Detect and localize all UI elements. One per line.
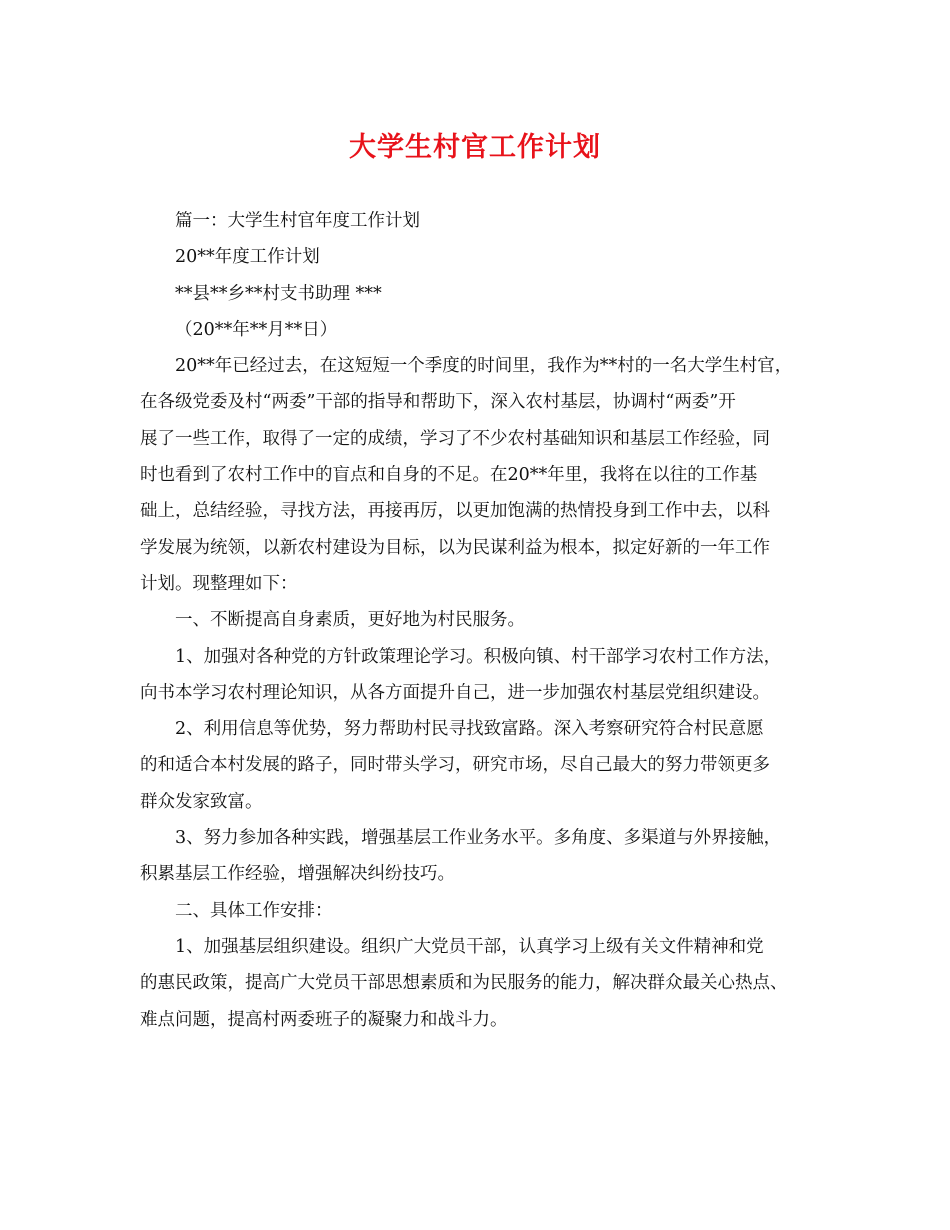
paragraph-line: 难点问题，提高村两委班子的凝聚力和战斗力。 [140, 1009, 508, 1030]
paragraph-line: 础上，总结经验，寻找方法，再接再厉，以更加饱满的热情投身到工作中去，以科 [140, 501, 770, 522]
paragraph-line: （20**年**月**日） [175, 319, 338, 340]
paragraph-line: 3、努力参加各种实践，增强基层工作业务水平。多角度、多渠道与外界接触， [175, 828, 782, 849]
paragraph-line: 1、加强对各种党的方针政策理论学习。积极向镇、村干部学习农村工作方法， [175, 646, 782, 667]
document-title: 大学生村官工作计划 [349, 132, 601, 163]
document-body [140, 203, 830, 1038]
paragraph-line: 篇一：大学生村官年度工作计划 [175, 211, 420, 231]
paragraph-line: 2、利用信息等优势，努力帮助村民寻找致富路。深入考察研究符合村民意愿 [175, 719, 764, 740]
paragraph-line: **县**乡**村支书助理 *** [175, 283, 382, 304]
paragraph-line: 积累基层工作经验，增强解决纠纷技巧。 [140, 864, 455, 885]
paragraph-line: 20**年度工作计划 [175, 247, 320, 268]
paragraph-line: 的惠民政策，提高广大党员干部思想素质和为民服务的能力，解决群众最关心热点、 [140, 973, 788, 994]
paragraph-line: 的和适合本村发展的路子，同时带头学习，研究市场，尽自己最大的努力带领更多 [140, 755, 770, 776]
paragraph-line: 20**年已经过去，在这短短一个季度的时间里，我作为**村的一名大学生村官， [175, 356, 793, 377]
paragraph-line: 一、不断提高自身素质，更好地为村民服务。 [175, 610, 525, 631]
paragraph-line: 时也看到了农村工作中的盲点和自身的不足。在20**年里，我将在以往的工作基 [140, 465, 758, 486]
paragraph-line: 学发展为统领，以新农村建设为目标，以为民谋利益为根本，拟定好新的一年工作 [140, 537, 770, 558]
paragraph-line: 向书本学习农村理论知识，从各方面提升自己，进一步加强农村基层党组织建设。 [140, 682, 770, 703]
paragraph-line: 1、加强基层组织建设。组织广大党员干部，认真学习上级有关文件精神和党 [175, 936, 764, 957]
paragraph-line: 群众发家致富。 [140, 791, 263, 812]
paragraph-line: 在各级党委及村“两委”干部的指导和帮助下，深入农村基层，协调村“两委”开 [140, 392, 736, 413]
paragraph-line: 展了一些工作，取得了一定的成绩，学习了不少农村基础知识和基层工作经验，同 [140, 428, 770, 449]
paragraph-line: 二、具体工作安排： [175, 900, 333, 921]
paragraph-line: 计划。现整理如下： [140, 573, 298, 594]
